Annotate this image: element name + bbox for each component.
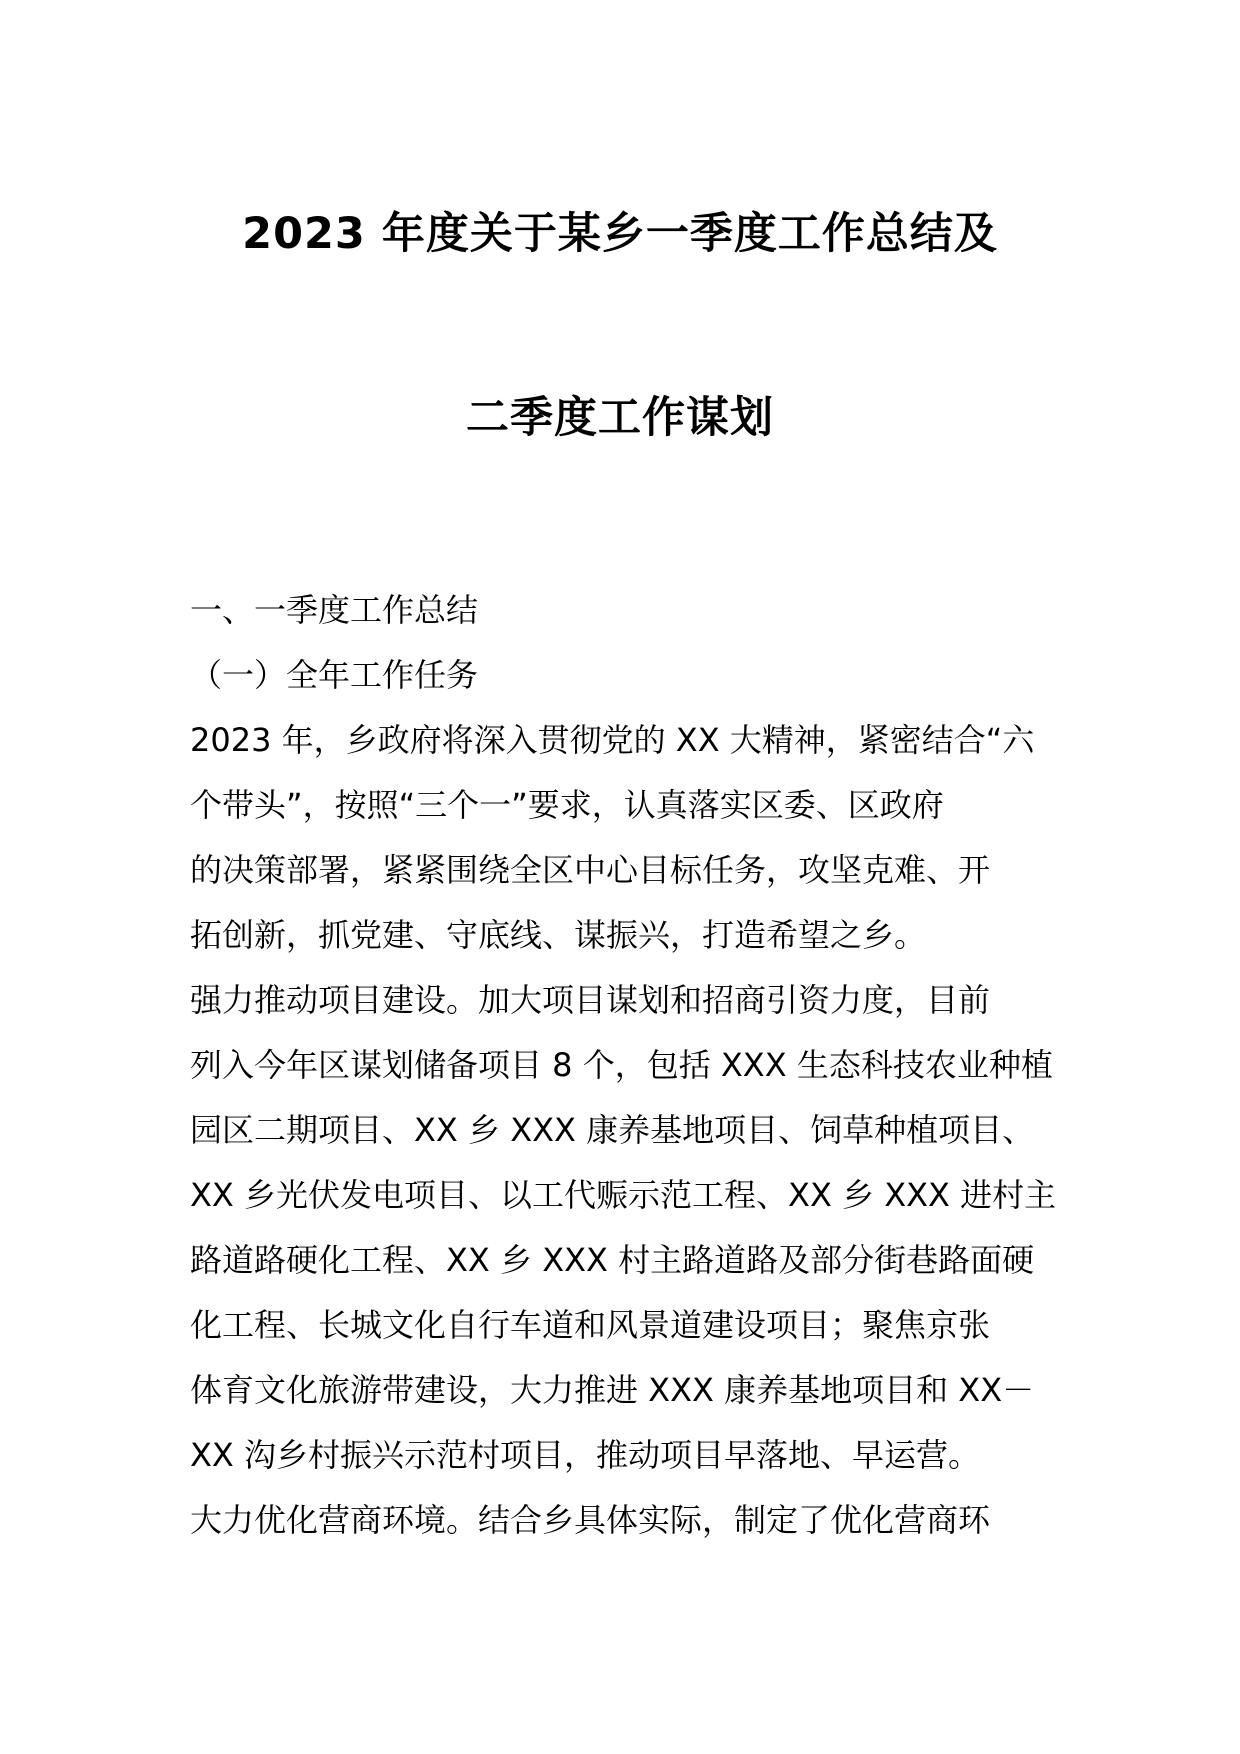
body-line: XX 沟乡村振兴示范村项目，推动项目早落地、早运营。 <box>190 1436 981 1474</box>
document-title-line-2: 二季度工作谋划 <box>466 393 774 443</box>
body-line: XX 乡光伏发电项目、以工代赈示范工程、XX 乡 XXX 进村主 <box>190 1176 1057 1214</box>
body-line: 园区二期项目、XX 乡 XXX 康养基地项目、饲草种植项目、 <box>190 1111 1035 1149</box>
body-line: 的决策部署，紧紧围绕全区中心目标任务，攻坚克难、开 <box>190 851 991 889</box>
body-line: 大力优化营商环境。结合乡具体实际，制定了优化营商环 <box>190 1501 991 1539</box>
body-line: 2023 年，乡政府将深入贯彻党的 XX 大精神，紧密结合“六 <box>190 721 1035 759</box>
document-body <box>190 578 1070 1553</box>
body-line: 体育文化旅游带建设，大力推进 XXX 康养基地项目和 XX－ <box>190 1371 1035 1409</box>
body-line: 强力推动项目建设。加大项目谋划和招商引资力度，目前 <box>190 981 991 1019</box>
body-line: 化工程、长城文化自行车道和风景道建设项目；聚焦京张 <box>190 1306 991 1344</box>
body-line: 个带头”，按照“三个一”要求，认真落实区委、区政府 <box>190 786 944 824</box>
section-heading: 一、一季度工作总结 <box>190 591 479 629</box>
document-title-line-1: 2023 年度关于某乡一季度工作总结及 <box>242 209 998 259</box>
body-line: 列入今年区谋划储备项目 8 个，包括 XXX 生态科技农业种植 <box>190 1046 1053 1084</box>
subsection-heading: （一）全年工作任务 <box>190 656 479 694</box>
body-line: 路道路硬化工程、XX 乡 XXX 村主路道路及部分街巷路面硬 <box>190 1241 1035 1279</box>
body-line: 拓创新，抓党建、守底线、谋振兴，打造希望之乡。 <box>190 916 927 954</box>
